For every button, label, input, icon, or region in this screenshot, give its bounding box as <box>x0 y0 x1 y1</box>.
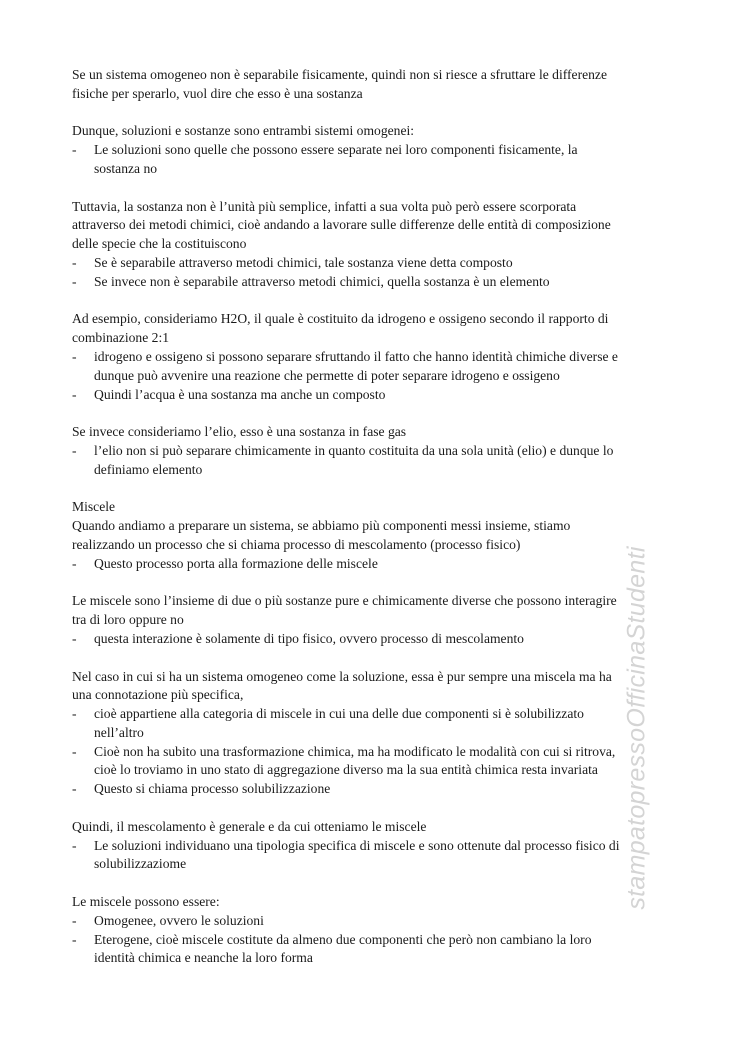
list-item <box>72 931 682 969</box>
list-item <box>72 630 682 649</box>
dash-bullet-icon: - <box>72 630 77 646</box>
paragraph-block <box>72 592 682 648</box>
paragraph-block <box>72 423 682 479</box>
document-body <box>72 66 682 987</box>
list-item-line: l’elio non si può separare chimicamente in quanto costituita da una sola unità (elio) e dunque lo <box>94 442 614 458</box>
list-item-line: cioè lo troviamo in uno stato di aggregazione diverso ma la sua entità chimica resta invariata <box>94 762 598 778</box>
list-item-line: Se invece non è separabile attraverso metodi chimici, quella sostanza è un elemento <box>94 273 550 289</box>
paragraph-block <box>72 893 682 968</box>
list-item-line: Quindi l’acqua è una sostanza ma anche un composto <box>94 386 386 402</box>
paragraph-line: delle specie che la costituiscono <box>72 236 247 252</box>
list-item <box>72 837 682 875</box>
list-item <box>72 348 682 386</box>
paragraph-block <box>72 668 682 800</box>
paragraph-line: una connotazione più specifica, <box>72 687 244 703</box>
dash-bullet-icon: - <box>72 781 77 797</box>
dash-bullet-icon: - <box>72 706 77 722</box>
list-item <box>72 141 682 179</box>
list-item-line: sostanza no <box>94 160 158 176</box>
paragraph-line: Tuttavia, la sostanza non è l’unità più semplice, infatti a sua volta può però essere scorporata <box>72 198 577 214</box>
list-item <box>72 555 682 574</box>
dash-bullet-icon: - <box>72 931 77 947</box>
paragraph-block <box>72 122 682 178</box>
dash-bullet-icon: - <box>72 555 77 571</box>
list-item-line: solubilizzaziome <box>94 856 187 872</box>
list-item-line: Questo si chiama processo solubilizzazione <box>94 781 331 797</box>
list-item-line: questa interazione è solamente di tipo fisico, ovvero processo di mescolamento <box>94 630 524 646</box>
list-item-line: Omogenee, ovvero le soluzioni <box>94 912 264 928</box>
paragraph-block <box>72 498 682 573</box>
paragraph-line: Se invece consideriamo l’elio, esso è una sostanza in fase gas <box>72 424 407 440</box>
dash-bullet-icon: - <box>72 348 77 364</box>
paragraph-line: fisiche per sperarlo, vuol dire che esso è una sostanza <box>72 85 363 101</box>
paragraph-line: Se un sistema omogeneo non è separabile fisicamente, quindi non si riesce a sfruttare le differenze <box>72 67 608 82</box>
paragraph-block <box>72 198 682 292</box>
dash-bullet-icon: - <box>72 386 77 402</box>
dash-bullet-icon: - <box>72 442 77 458</box>
dash-bullet-icon: - <box>72 837 77 853</box>
paragraph-line: attraverso dei metodi chimici, cioè andando a lavorare sulle differenze delle entità di composizione <box>72 217 611 233</box>
paragraph-line: combinazione 2:1 <box>72 330 170 346</box>
paragraph-line: Le miscele possono essere: <box>72 894 220 910</box>
list-item <box>72 254 682 273</box>
list-item <box>72 780 682 799</box>
paragraph-line: Quando andiamo a preparare un sistema, se abbiamo più componenti messi insieme, stiamo <box>72 518 571 534</box>
list-item-line: definiamo elemento <box>94 461 203 477</box>
paragraph-line: Le miscele sono l’insieme di due o più sostanze pure e chimicamente diverse che possono interagire <box>72 593 617 609</box>
paragraph-block <box>72 310 682 404</box>
list-item <box>72 442 682 480</box>
paragraph-line: Ad esempio, consideriamo H2O, il quale è costituito da idrogeno e ossigeno secondo il rapporto di <box>72 311 609 327</box>
dash-bullet-icon: - <box>72 273 77 289</box>
list-item-line: Questo processo porta alla formazione delle miscele <box>94 555 378 571</box>
list-item <box>72 743 682 781</box>
list-item-line: Eterogene, cioè miscele costitute da almeno due componenti che però non cambiano la loro <box>94 931 592 947</box>
list-item-line: idrogeno e ossigeno si possono separare sfruttando il fatto che hanno identità chimiche diverse e <box>94 348 618 364</box>
paragraph-line: Nel caso in cui si ha un sistema omogeneo come la soluzione, essa è pur sempre una miscela ma ha <box>72 668 612 684</box>
paragraph-line: Quindi, il mescolamento è generale e da cui otteniamo le miscele <box>72 818 427 834</box>
dash-bullet-icon: - <box>72 743 77 759</box>
list-item-line: Cioè non ha subito una trasformazione chimica, ma ha modificato le modalità con cui si ritrova, <box>94 743 616 759</box>
watermark: stampatopressoOfficinaStudenti <box>622 546 651 910</box>
list-item-line: identità chimica e neanche la loro forma <box>94 950 313 966</box>
list-item <box>72 912 682 931</box>
list-item-line: nell’altro <box>94 724 144 740</box>
dash-bullet-icon: - <box>72 254 77 270</box>
list-item <box>72 273 682 292</box>
paragraph-line: tra di loro oppure no <box>72 612 184 628</box>
list-item-line: cioè appartiene alla categoria di miscele in cui una delle due componenti si è solubilizzato <box>94 706 584 722</box>
dash-bullet-icon: - <box>72 912 77 928</box>
list-item-line: Le soluzioni sono quelle che possono essere separate nei loro componenti fisicamente, la <box>94 142 578 158</box>
paragraph-block <box>72 66 682 104</box>
list-item-line: Se è separabile attraverso metodi chimici, tale sostanza viene detta composto <box>94 254 513 270</box>
list-item-line: Le soluzioni individuano una tipologia specifica di miscele e sono ottenute dal processo fisico di <box>94 837 620 853</box>
paragraph-line: Miscele <box>72 499 116 515</box>
paragraph-block <box>72 818 682 874</box>
dash-bullet-icon: - <box>72 142 77 158</box>
list-item-line: dunque può avvenire una reazione che permette di poter separare idrogeno e ossigeno <box>94 367 560 383</box>
list-item <box>72 386 682 405</box>
list-item <box>72 705 682 743</box>
paragraph-line: Dunque, soluzioni e sostanze sono entrambi sistemi omogenei: <box>72 123 415 139</box>
paragraph-line: realizzando un processo che si chiama processo di mescolamento (processo fisico) <box>72 536 521 552</box>
